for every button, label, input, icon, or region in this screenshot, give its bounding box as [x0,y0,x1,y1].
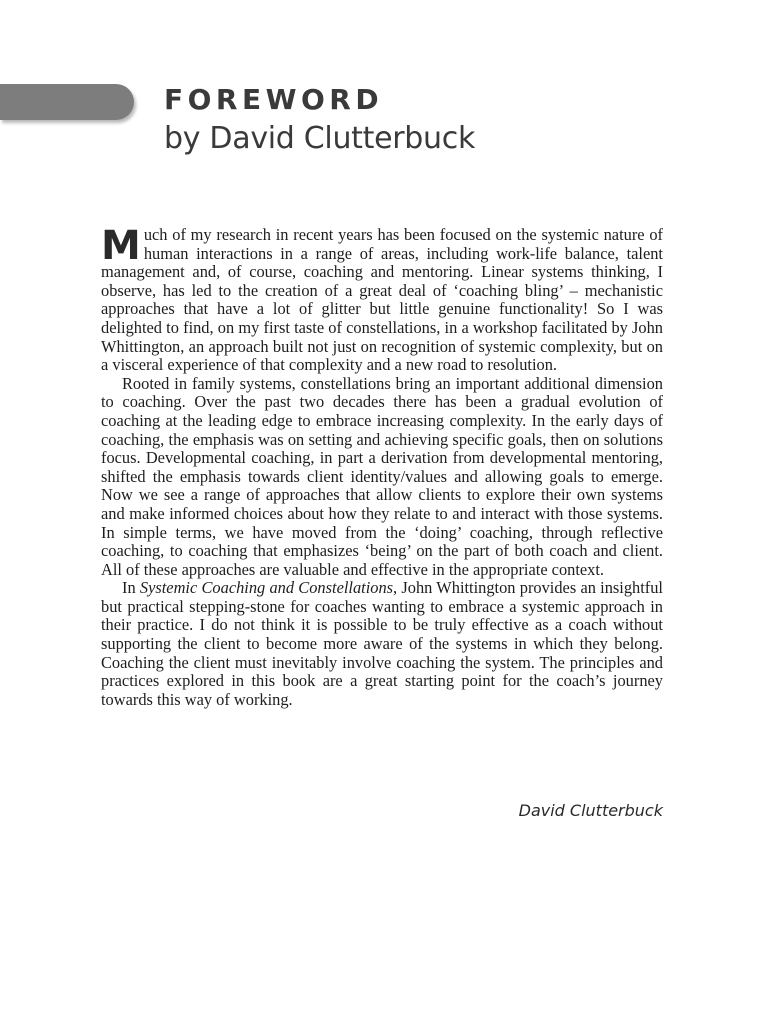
foreword-body [101,223,663,709]
paragraph-3-intro: In [122,578,140,598]
paragraph-1 [101,223,663,375]
paragraph-2: Rooted in family systems, constellations bring an important additional dimension to coaching. Over the past two decades there has been a gradual evolution of coaching at the leading edge to embrace increasing complexity. In the early days of coaching, the emphasis was on setting and achieving specific goals, then on solutions focus. Developmental coaching, in part a derivation from developmental mentoring, shifted the emphasis towards client identity/values and allowing goals to emerge. Now we see a range of approaches that allow clients to explore their own systems and make informed choices about how they relate to and interact with those systems. In simple terms, we have moved from the ‘doing’ coaching, through reflective coaching, to coaching that emphasizes ‘being’ on the part of both coach and client. All of these approaches are valuable and effective in the appropriate context. [101,373,663,579]
signature: David Clutterbuck [518,801,663,820]
chapter-subtitle: by David Clutterbuck [164,121,476,156]
chapter-label: FOREWORD [164,83,384,116]
book-title: Systemic Coaching and Constellations [139,578,394,598]
chapter-tab-marker [0,84,134,120]
paragraph-3-text: , John Whittington provides an insightful but practical stepping-stone for coaches wanting to embrace a systemic approach in their practice. I do not think it is possible to be truly effective as a coach without supporting the client to become more aware of the systems in which they belong. Coaching the client must inevitably involve coaching the system. The principles and practices explored in this book are a great starting point for the coach’s journey towards this way of working. [101,578,663,709]
paragraph-3 [101,579,663,709]
drop-cap: M [101,223,141,269]
paragraph-1-text: uch of my research in recent years has been focused on the systemic nature of human interactions in a range of areas, including work-life balance, talent management and, of course, coaching and mentoring. Linear systems thinking, I observe, has led to the creation of a great deal of ‘coaching bling’ – mechanistic approaches that have a lot of glitter but little genuine functionality! So I was delighted to find, on my first taste of constellations, in a workshop facilitated by John Whittington, an approach built not just on recognition of systemic complexity, but on a visceral experience of that complexity and a new road to resolution. [101,225,663,375]
